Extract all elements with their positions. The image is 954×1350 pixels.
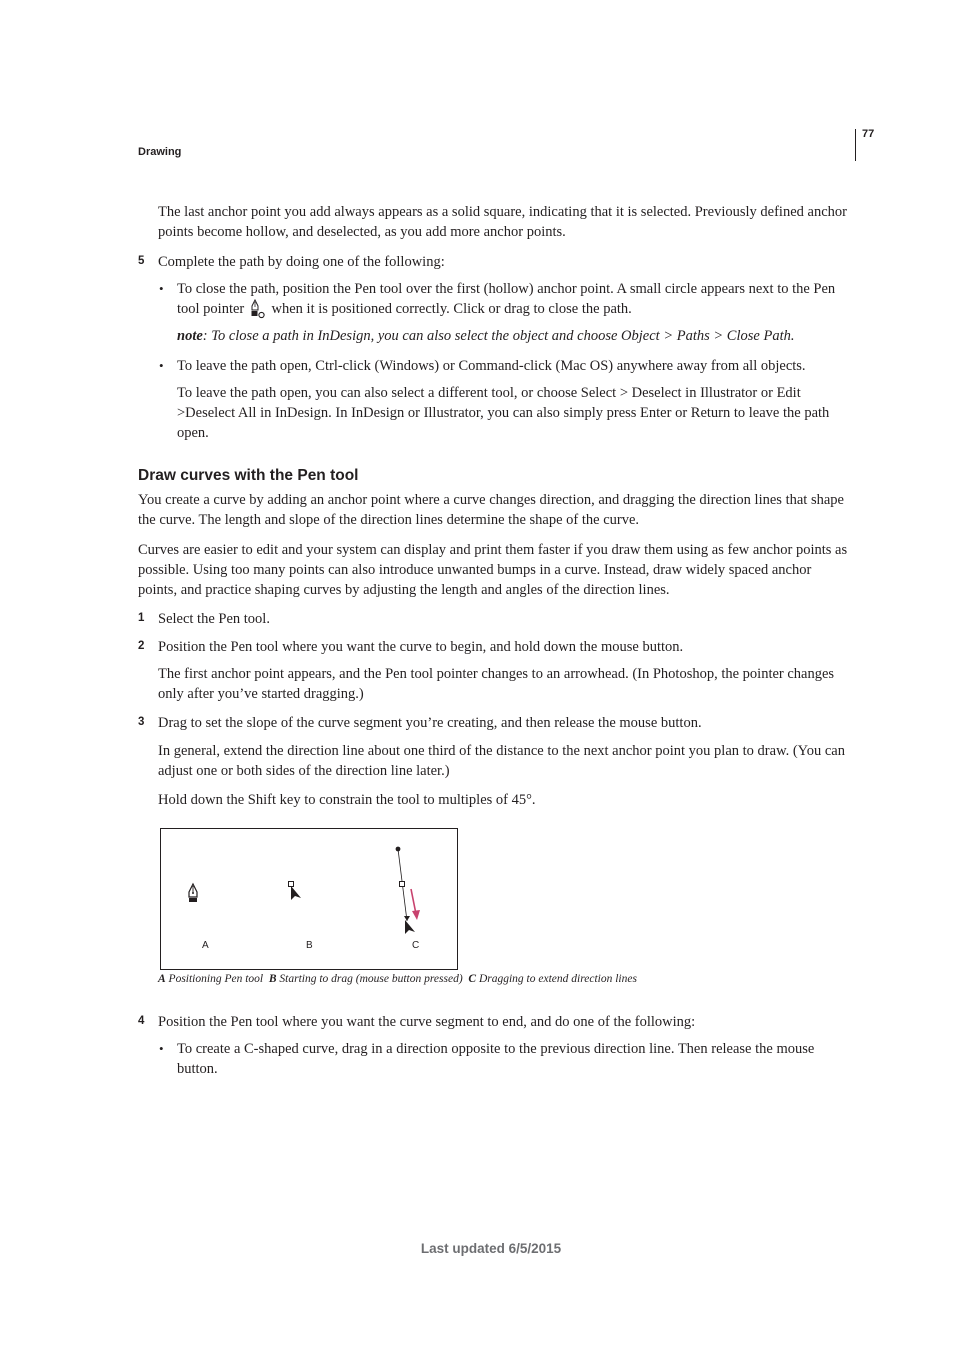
note-label: note <box>177 328 203 344</box>
caption-text-a: Positioning Pen tool <box>168 973 264 985</box>
step-4-bullet: To create a C-shaped curve, drag in a direction opposite to the previous direction line. Then release the mouse button. <box>177 1041 815 1077</box>
panel-label-a: A <box>202 940 209 951</box>
step-4-text: Position the Pen tool where you want the curve segment to end, and do one of the following: <box>158 1014 696 1030</box>
drag-arrowhead-icon <box>412 910 420 920</box>
pen-tool-icon <box>189 884 197 902</box>
step-number-5: 5 <box>138 255 145 267</box>
header-rule <box>855 129 856 161</box>
arrow-pointer-icon <box>405 920 415 934</box>
caption-text-c: Dragging to extend direction lines <box>478 973 637 985</box>
note-text: : To close a path in InDesign, you can also select the object and choose Object > Paths > Close Path. <box>202 328 795 344</box>
section-heading: Draw curves with the Pen tool <box>138 467 359 484</box>
section-paragraph-2: Curves are easier to edit and your system can display and print them faster if you draw them using as few anchor points as possible. Using too many points can also introduce unwanted bumps in a curve. Instead, draw widely spaced anchor points, and practice shaping curves by adjusting the length and angles of the direction lines. <box>138 542 848 598</box>
section-title: Drawing <box>138 146 182 158</box>
step-number-4: 4 <box>138 1015 145 1027</box>
bullet-marker: • <box>159 358 164 373</box>
direction-handle-icon <box>404 916 410 921</box>
direction-point <box>396 847 401 852</box>
step-3-followup-2: Hold down the Shift key to constrain the tool to multiples of 45°. <box>158 792 536 808</box>
anchor-point <box>400 882 405 887</box>
intro-paragraph: The last anchor point you add always appears as a solid square, indicating that it is selected. Previously defined anchor points become hollow, and deselected, as you add more anchor points. <box>158 204 847 240</box>
panel-label-b: B <box>306 940 313 951</box>
pen-close-pointer-icon <box>250 299 266 319</box>
caption-letter-b: B <box>268 973 277 985</box>
caption-letter-a: A <box>158 973 166 985</box>
pen-tool-figure <box>160 828 458 970</box>
section-paragraph-1: You create a curve by adding an anchor point where a curve changes direction, and dragging the direction lines that shape the curve. The length and slope of the direction lines determine the shape of the curve. <box>138 492 844 528</box>
step-number-1: 1 <box>138 612 145 624</box>
step-3-followup: In general, extend the direction line about one third of the distance to the next anchor point you plan to draw. (You can adjust one or both sides of the direction line later.) <box>158 743 845 779</box>
bullet-marker: • <box>159 281 164 296</box>
step-5-text: Complete the path by doing one of the following: <box>158 254 445 270</box>
caption-letter-c: C <box>468 973 477 985</box>
step-3-text: Drag to set the slope of the curve segment you’re creating, and then release the mouse button. <box>158 715 702 731</box>
bullet-1-text-before: To close the path, position the Pen tool over the first (hollow) anchor point. A small circle appears next to the Pen tool pointer <box>177 281 836 317</box>
step-5-bullet-1 <box>177 279 849 319</box>
footer-last-updated: Last updated 6/5/2015 <box>420 1241 562 1256</box>
step-5-bullet-2: To leave the path open, Ctrl-click (Windows) or Command-click (Mac OS) anywhere away from all objects. <box>177 358 806 374</box>
step-2-followup: The first anchor point appears, and the Pen tool pointer changes to an arrowhead. (In Photoshop, the pointer changes only after you’ve started dragging.) <box>158 666 835 702</box>
note <box>177 326 849 346</box>
hollow-anchor-point <box>289 882 294 887</box>
step-1-text: Select the Pen tool. <box>158 611 270 627</box>
bullet-1-text-after: when it is positioned correctly. Click or drag to close the path. <box>271 301 632 317</box>
figure-caption <box>158 973 637 985</box>
bullet-marker: • <box>159 1041 164 1056</box>
step-2-text: Position the Pen tool where you want the curve to begin, and hold down the mouse button. <box>158 639 684 655</box>
step-number-3: 3 <box>138 716 145 728</box>
step-5-bullet-2-followup: To leave the path open, you can also select a different tool, or choose Select > Deselect in Illustrator or Edit >Deselect All in InDesign. In InDesign or Illustrator, you can also simply press Enter or Return to leave the path open. <box>177 385 830 441</box>
drag-arrow-icon <box>411 889 416 914</box>
caption-text-b: Starting to drag (mouse button pressed) <box>279 973 463 985</box>
page-number: 77 <box>862 128 875 140</box>
step-number-2: 2 <box>138 640 145 652</box>
panel-label-c: C <box>412 940 420 951</box>
arrow-pointer-icon <box>291 886 301 900</box>
